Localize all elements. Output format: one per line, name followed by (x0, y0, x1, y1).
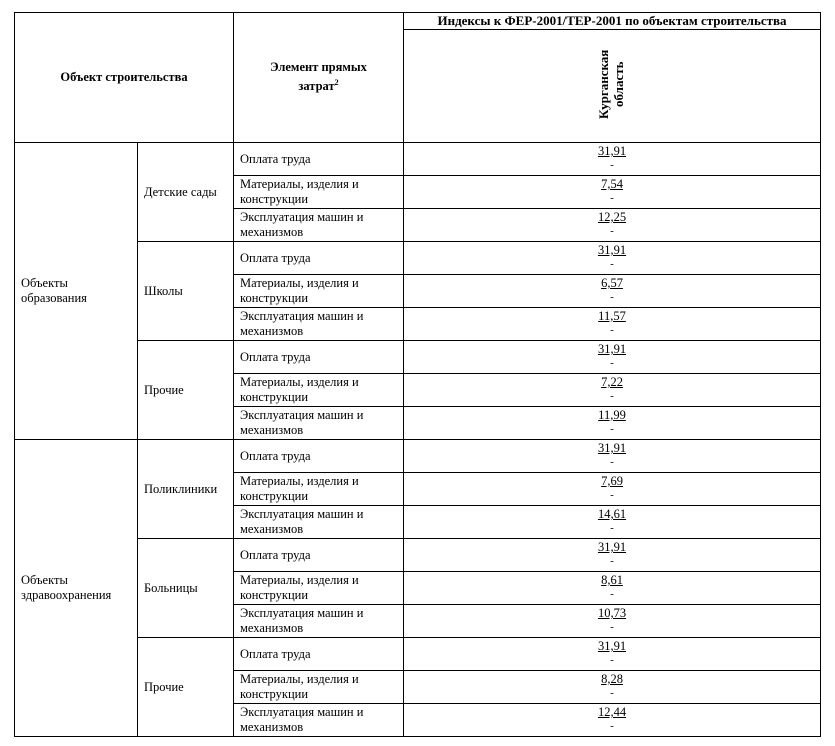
cost-element-cell: Оплата труда (234, 440, 404, 473)
index-subvalue: - (610, 555, 614, 567)
index-value-cell (404, 440, 821, 473)
cost-element-cell: Оплата труда (234, 341, 404, 374)
index-value-cell (404, 341, 821, 374)
header-region-label: Курганская область (596, 49, 626, 119)
cost-element-cell: Эксплуатация машин и механизмов (234, 506, 404, 539)
index-value-cell (404, 275, 821, 308)
object-subgroup-cell: Детские сады (138, 143, 234, 242)
header-element-label: Элемент прямых затрат (270, 60, 367, 94)
index-value-cell (404, 638, 821, 671)
index-value-cell (404, 605, 821, 638)
object-subgroup-cell: Поликлиники (138, 440, 234, 539)
cost-element-cell: Эксплуатация машин и механизмов (234, 407, 404, 440)
index-value: 31,91 (597, 243, 627, 257)
object-subgroup-cell: Прочие (138, 341, 234, 440)
cost-element-cell: Материалы, изделия и конструкции (234, 374, 404, 407)
cost-element-cell: Оплата труда (234, 143, 404, 176)
index-subvalue: - (610, 159, 614, 171)
index-value-cell (404, 539, 821, 572)
table-row (15, 143, 821, 176)
cost-element-cell: Оплата труда (234, 242, 404, 275)
index-value: 7,69 (601, 474, 623, 488)
index-subvalue: - (610, 720, 614, 732)
cost-element-cell: Эксплуатация машин и механизмов (234, 308, 404, 341)
index-value-cell (404, 374, 821, 407)
cost-element-cell: Эксплуатация машин и механизмов (234, 209, 404, 242)
index-subvalue: - (610, 423, 614, 435)
index-value-cell (404, 473, 821, 506)
cost-element-cell: Материалы, изделия и конструкции (234, 176, 404, 209)
index-value: 10,73 (597, 606, 627, 620)
header-element-superscript: 2 (334, 78, 339, 88)
index-value-cell (404, 209, 821, 242)
index-value: 8,61 (601, 573, 623, 587)
index-value: 31,91 (597, 441, 627, 455)
index-subvalue: - (610, 687, 614, 699)
index-subvalue: - (610, 456, 614, 468)
index-value-cell (404, 671, 821, 704)
cost-element-cell: Материалы, изделия и конструкции (234, 572, 404, 605)
index-value-cell (404, 407, 821, 440)
index-value: 14,61 (597, 507, 627, 521)
object-group-cell: Объекты образования (15, 143, 138, 440)
object-group-cell: Объекты здравоохранения (15, 440, 138, 737)
cost-element-cell: Материалы, изделия и конструкции (234, 671, 404, 704)
index-subvalue: - (610, 654, 614, 666)
index-value-cell (404, 176, 821, 209)
index-value: 31,91 (597, 639, 627, 653)
object-subgroup-cell: Больницы (138, 539, 234, 638)
header-element (234, 13, 404, 143)
index-value: 11,99 (598, 408, 626, 422)
object-subgroup-cell: Прочие (138, 638, 234, 737)
index-value: 7,54 (601, 177, 623, 191)
index-subvalue: - (610, 291, 614, 303)
cost-element-cell: Материалы, изделия и конструкции (234, 473, 404, 506)
index-value: 8,28 (601, 672, 623, 686)
index-value: 12,25 (597, 210, 627, 224)
cost-element-cell: Оплата труда (234, 539, 404, 572)
cost-element-cell: Эксплуатация машин и механизмов (234, 605, 404, 638)
cost-element-cell: Эксплуатация машин и механизмов (234, 704, 404, 737)
index-value: 6,57 (601, 276, 623, 290)
index-value: 31,91 (597, 342, 627, 356)
indices-table (14, 12, 821, 737)
index-value: 11,57 (598, 309, 626, 323)
index-subvalue: - (610, 324, 614, 336)
header-object: Объект строительства (15, 13, 234, 143)
index-value: 31,91 (597, 540, 627, 554)
index-subvalue: - (610, 225, 614, 237)
index-value-cell (404, 308, 821, 341)
cost-element-cell: Материалы, изделия и конструкции (234, 275, 404, 308)
index-value: 7,22 (601, 375, 623, 389)
index-subvalue: - (610, 357, 614, 369)
index-value-cell (404, 242, 821, 275)
cost-element-cell: Оплата труда (234, 638, 404, 671)
header-region (404, 30, 821, 143)
index-subvalue: - (610, 258, 614, 270)
index-subvalue: - (610, 588, 614, 600)
index-value: 12,44 (597, 705, 627, 719)
table-body (15, 143, 821, 737)
table-row (15, 440, 821, 473)
index-value: 31,91 (597, 144, 627, 158)
index-subvalue: - (610, 489, 614, 501)
index-subvalue: - (610, 621, 614, 633)
index-value-cell (404, 704, 821, 737)
index-subvalue: - (610, 390, 614, 402)
header-indices: Индексы к ФЕР-2001/ТЕР-2001 по объектам строительства (404, 13, 821, 30)
index-subvalue: - (610, 192, 614, 204)
index-subvalue: - (610, 522, 614, 534)
index-value-cell (404, 506, 821, 539)
index-value-cell (404, 572, 821, 605)
index-value-cell (404, 143, 821, 176)
object-subgroup-cell: Школы (138, 242, 234, 341)
